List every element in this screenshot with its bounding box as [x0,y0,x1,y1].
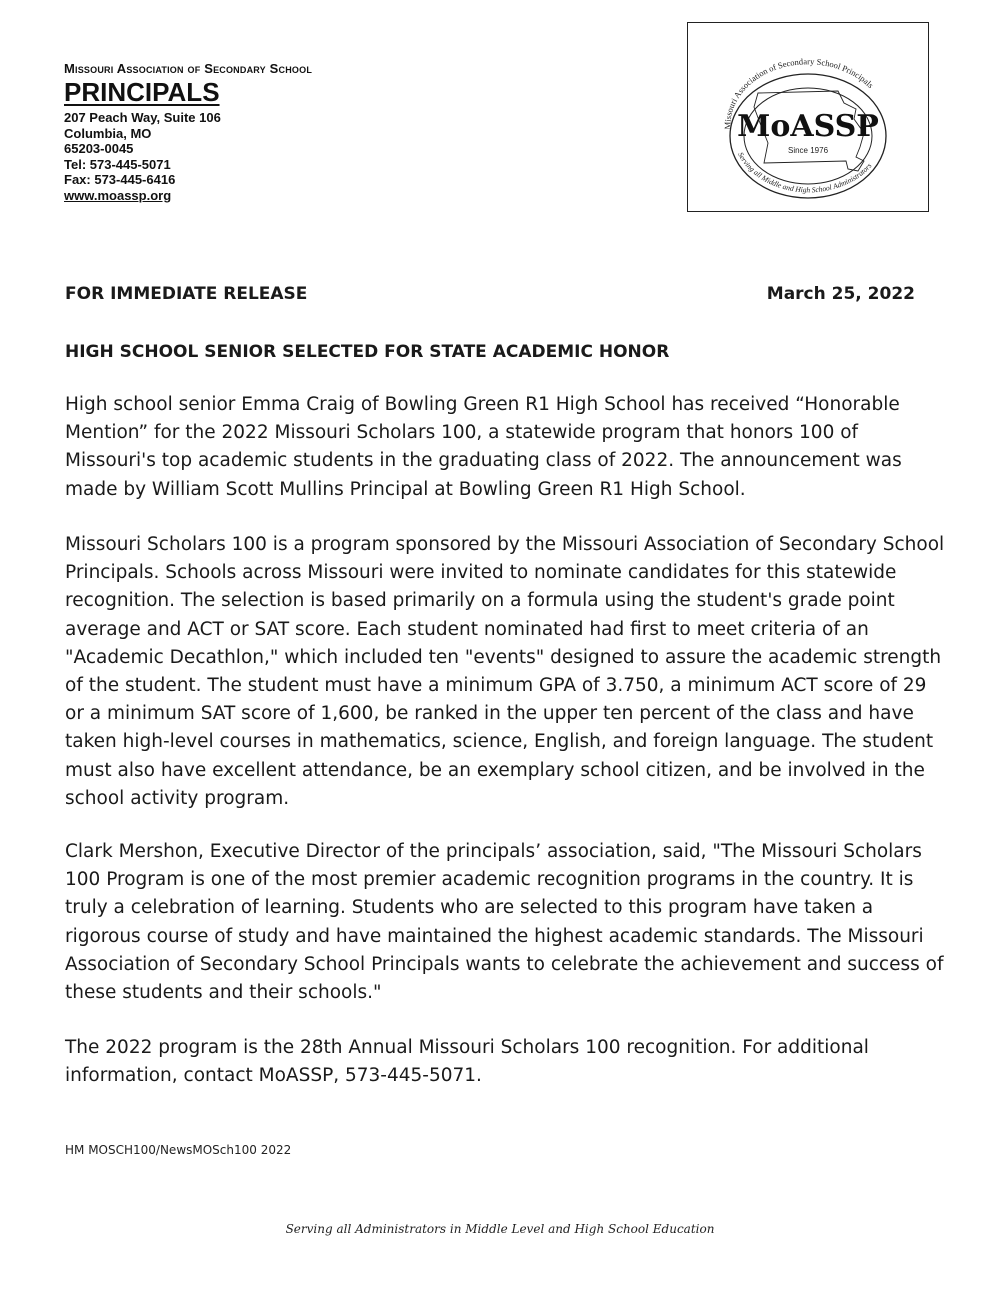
website-link[interactable]: www.moassp.org [64,187,172,203]
org-name-line1: Missouri Association of Secondary School [64,61,313,76]
moassp-logo [687,22,929,212]
paragraph-contact: The 2022 program is the 28th Annual Missouri Scholars 100 recognition. For additional information, contact MoASSP, 573-445-5071. [65,1037,869,1087]
svg-text:Serving all Middle and High Sc [736,151,873,195]
release-label: FOR IMMEDIATE RELEASE [65,284,308,304]
letterhead [64,60,484,203]
telephone: Tel: 573-445-5071 [64,156,171,172]
paragraph-announcement: High school senior Emma Craig of Bowling Green R1 High School has received “Honorable Mention” for the 2022 Missouri Scholars 100, a statewide program that honors 100 of Missouri's top academic students in the graduating class of 2022. The announcement was made by William Scott Mullins Principal at Bowling Green R1 High School. [65,394,902,500]
logo-title: MoASSP [737,109,879,144]
footer-tagline: Serving all Administrators in Middle Level and High School Education [285,1222,715,1236]
document-code: HM MOSCH100/NewsMOSch100 2022 [65,1143,292,1157]
logo-since: Since 1976 [787,146,829,155]
org-address-block [64,110,484,203]
paragraph-quote: Clark Mershon, Executive Director of the principals’ association, said, "The Missouri Scholars 100 Program is one of the most premier academic recognition programs in the country. It is truly a celebration of learning. Students who are selected to this program have taken a rigorous course of study and have maintained the highest academic standards. The Missouri Association of Secondary School Principals wants to celebrate the achievement and success of these students and their schools." [65,841,944,1004]
address-city: Columbia, MO [64,125,152,141]
fax: Fax: 573-445-6416 [64,172,176,187]
release-date: March 25, 2022 [766,284,915,304]
address-street: 207 Peach Way, Suite 106 [64,110,221,125]
logo-ring-top-text: Missouri Association of Secondary School Principals [722,56,876,130]
logo-ring-bottom-text: Serving all Middle and High School Administrators [736,150,874,195]
headline: HIGH SCHOOL SENIOR SELECTED FOR STATE ACADEMIC HONOR [65,342,670,362]
paragraph-program-description: Missouri Scholars 100 is a program sponsored by the Missouri Association of Secondary School Principals. Schools across Missouri were invited to nominate candidates for this statewide recognition. The selection is based primarily on a formula using the student's grade point average and ACT or SAT score. Each student nominated had first to meet criteria of an "Academic Decathlon," which included ten "events" designed to assure the academic strength of the student. The student must have a minimum GPA of 3.750, a minimum ACT score of 29 or a minimum SAT score of 1,600, be ranked in the upper ten percent of the class and have taken high-level courses in mathematics, science, English, and foreign language. The student must also have excellent attendance, be an exemplary school citizen, and be involved in the school activity program. [65,534,945,809]
address-zip: 65203-0045 [64,141,134,156]
org-name-line2: PRINCIPALS [64,77,220,107]
